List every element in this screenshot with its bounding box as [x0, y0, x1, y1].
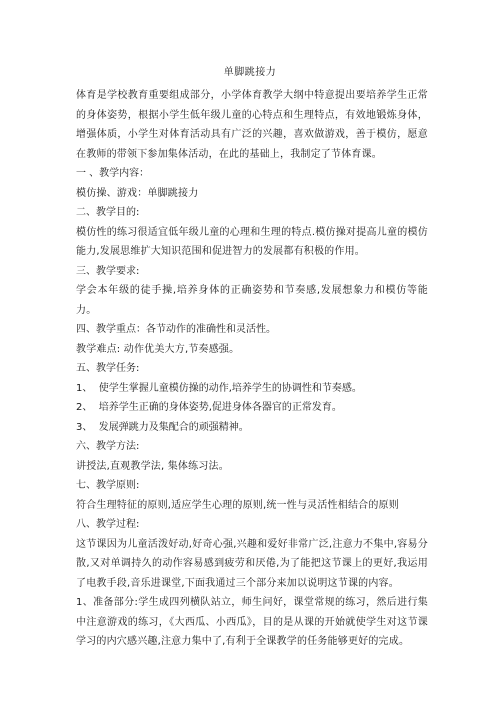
section-heading-purpose: 二、教学目的:: [76, 207, 140, 218]
intro-paragraph: 体育是学校教育重要组成部分，小学体育教学大纲中特意提出要培养学生正常的身体姿势，根据小学生低年级儿童的心特点和生理特点，有效地锻炼身体，增强体质，小学生对体育活动具有广泛的兴趣，喜欢做游戏，善于模仿，愿意在教师的带领下参加集体活动，在此的基础上，我制定了节体育课。: [76, 90, 428, 160]
section-body-methods: 讲授法,直观教学法, 集体练习法。: [76, 460, 229, 472]
section-heading-tasks: 五、教学任务:: [76, 363, 140, 374]
section-body-process: 这节课因为儿童活泼好动,好奇心强,兴趣和爱好非常广泛,注意力不集中,容易分散,又对单调持久的动作容易感到疲劳和厌倦,为了能把这节课上的更好,我运用了电教手段,音乐进课堂,下面我通过三个部分来加以说明这节课的内容。: [76, 538, 428, 589]
task-item-3: 3、 发展弹跳力及集配合的顽强精神。: [76, 421, 249, 433]
section-body-difficulty: 教学难点: 动作优美大方,节奏感强。: [76, 343, 240, 355]
section-heading-content: 一 、教学内容：: [76, 168, 150, 179]
document-title: 单脚跳接力: [223, 67, 277, 78]
section-heading-methods: 六、教学方法:: [76, 441, 140, 452]
process-step-1: 1、准备部分:学生成四列横队站立，师生问好，课堂常规的练习，然后进行集中注意游戏的练习，《大西瓜、小西瓜》，目的是从课的开始就使学生对这节课学习的内穴感兴趣,注意力集中了,有利于全课教学的任务能够更好的完成。: [76, 597, 428, 647]
section-heading-requirements: 三、教学要求:: [76, 265, 140, 277]
section-body-requirements: 学会本年级的徒手操,培养身体的正确姿势和节奏感,发展想象力和模仿等能力。: [76, 285, 428, 316]
task-item-1: 1、 使学生掌握儿童模仿操的动作,培养学生的协调性和节奏感。: [76, 382, 362, 394]
task-item-2: 2、 培养学生正确的身体姿势,促进身体各器官的正常发育。: [76, 402, 342, 413]
section-heading-principles: 七、教学原则:: [76, 480, 140, 491]
section-body-content: 模仿操、游戏：单脚跳接力: [76, 187, 199, 199]
section-heading-key-points: 四、教学重点：各节动作的准确性和灵活性。: [76, 324, 276, 335]
section-body-purpose: 模仿性的练习很适宜低年级儿童的心理和生理的特点.模仿操对提高儿童的模仿能力,发展思维扩大知识范围和促进智力的发展都有积极的作用。: [76, 226, 428, 257]
section-body-principles: 符合生理特征的原则,适应学生心理的原则,统一性与灵活性相结合的原则: [76, 499, 399, 511]
document-body: [76, 86, 428, 652]
section-heading-process: 八、教学过程:: [76, 519, 140, 530]
